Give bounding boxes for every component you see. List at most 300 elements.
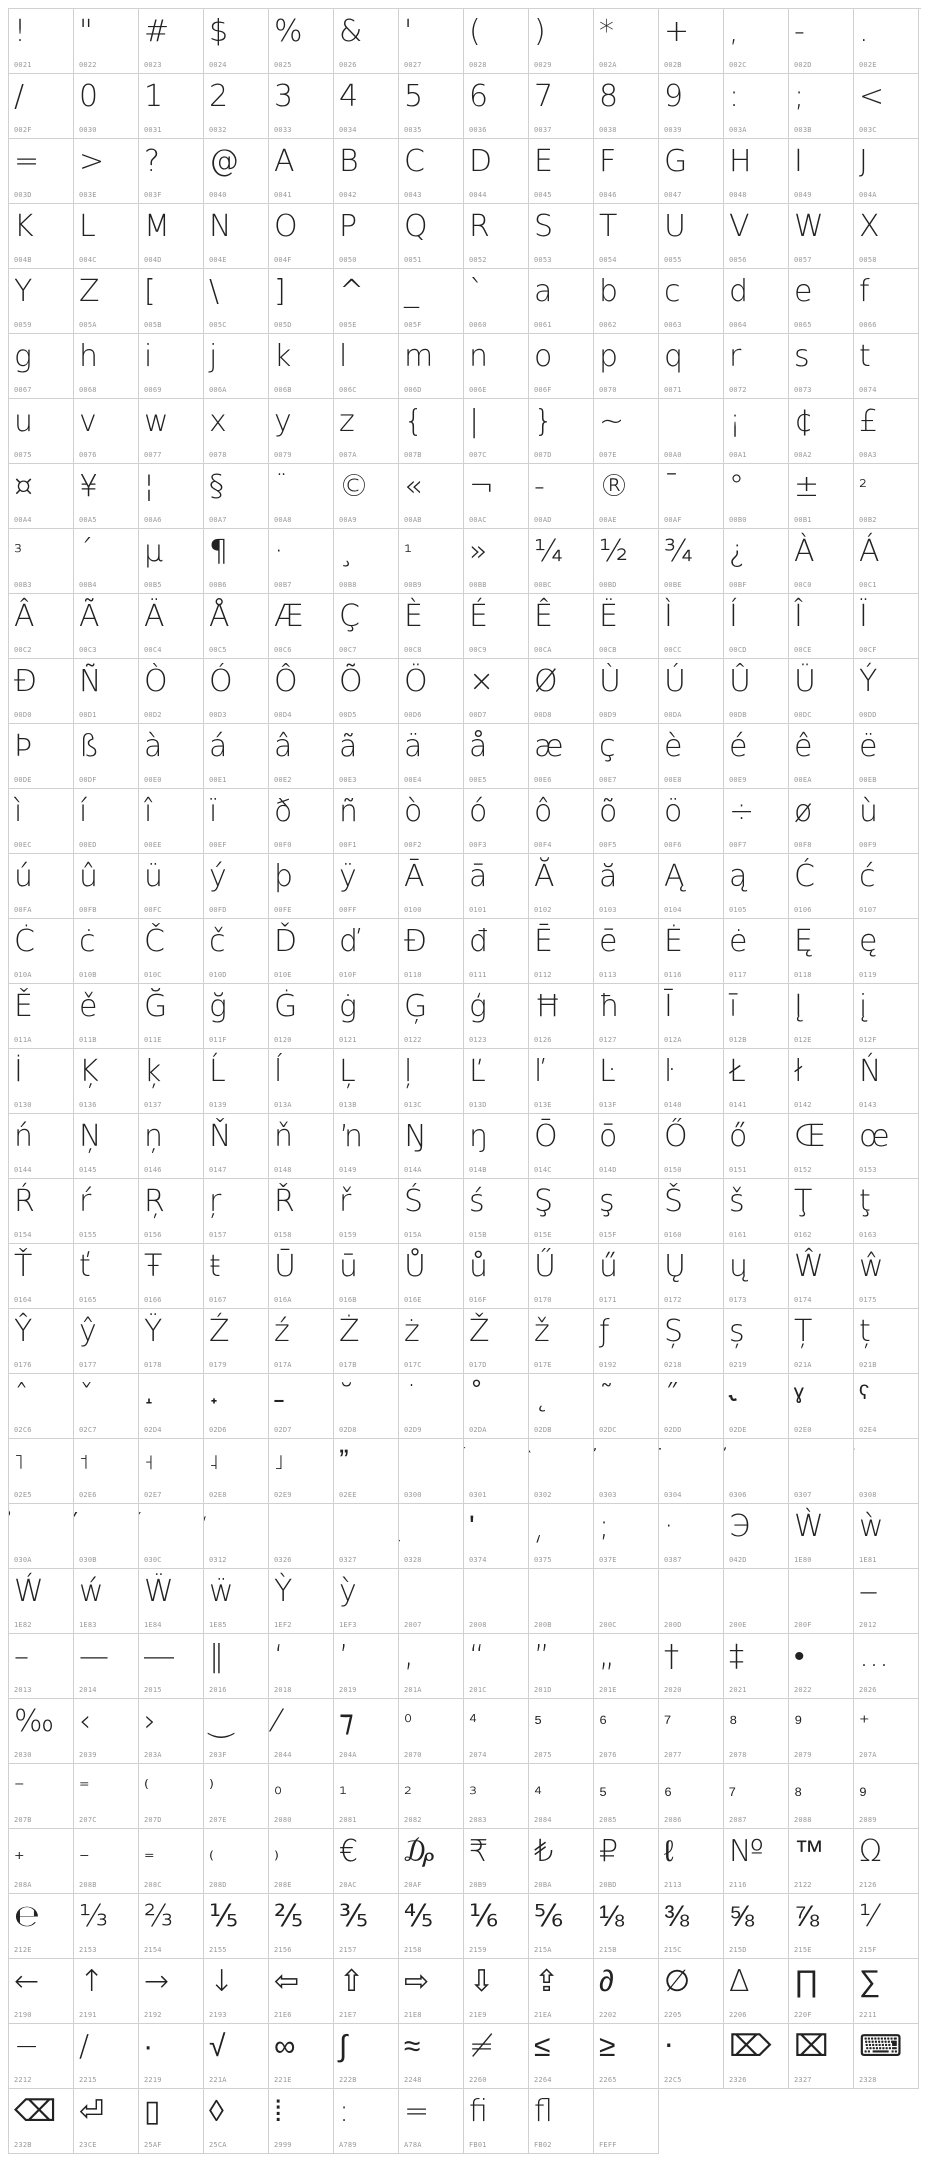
glyph-char: ž (534, 1314, 550, 1349)
glyph-codepoint: 2039 (79, 1751, 97, 1759)
glyph-char: 6 (469, 79, 489, 114)
glyph-cell (789, 1374, 854, 1439)
glyph-codepoint: 00CA (534, 646, 552, 654)
glyph-codepoint: 005A (79, 321, 97, 329)
glyph-char: ÿ (339, 859, 357, 894)
glyph-codepoint: 00C4 (144, 646, 162, 654)
glyph-cell (659, 594, 724, 659)
glyph-codepoint: 00CE (794, 646, 812, 654)
glyph-cell (594, 1114, 659, 1179)
glyph-codepoint: 0121 (339, 1036, 357, 1044)
glyph-codepoint: 0302 (534, 1491, 552, 1499)
glyph-cell (269, 2024, 334, 2089)
glyph-cell (529, 1959, 594, 2024)
glyph-codepoint: 0064 (729, 321, 747, 329)
glyph-codepoint: 2087 (729, 1816, 747, 1824)
glyph-cell (139, 399, 204, 464)
glyph-char: Ŕ (14, 1184, 35, 1219)
glyph-cell (464, 1634, 529, 1699)
glyph-char: ō (599, 1119, 618, 1154)
glyph-cell (854, 724, 919, 789)
glyph-cell (204, 1504, 269, 1569)
glyph-char: ₺ (534, 1834, 554, 1869)
glyph-char: ⁺ (859, 1710, 870, 1734)
glyph-cell (139, 139, 204, 204)
glyph-cell (464, 1374, 529, 1439)
glyph-codepoint: 00E1 (209, 776, 227, 784)
glyph-cell (204, 269, 269, 334)
glyph-codepoint: 00D4 (274, 711, 292, 719)
glyph-cell (854, 1764, 919, 1829)
glyph-cell (659, 1049, 724, 1114)
glyph-char: Ù (599, 664, 621, 699)
glyph-char: ¶ (209, 534, 229, 569)
glyph-codepoint: 00FC (144, 906, 162, 914)
glyph-char: ŗ (209, 1184, 222, 1219)
glyph-codepoint: 00DC (794, 711, 812, 719)
glyph-cell (334, 334, 399, 399)
glyph-cell (464, 1894, 529, 1959)
glyph-char: Ë (599, 599, 618, 634)
glyph-codepoint: 204A (339, 1751, 357, 1759)
glyph-cell (659, 1829, 724, 1894)
glyph-char: ‡ (729, 1639, 744, 1674)
glyph-codepoint: 02D7 (274, 1426, 292, 1434)
glyph-codepoint: 0055 (664, 256, 682, 264)
glyph-char: Î (794, 599, 803, 634)
glyph-char: ▯ (144, 2094, 161, 2129)
glyph-char: ġ (339, 989, 358, 1024)
glyph-codepoint: 003E (79, 191, 97, 199)
glyph-codepoint: 0374 (469, 1556, 487, 1564)
glyph-cell (464, 1569, 529, 1634)
glyph-char: ) (534, 14, 546, 49)
glyph-codepoint: 00A4 (14, 516, 32, 524)
glyph-codepoint: 014B (469, 1166, 487, 1174)
glyph-cell (9, 789, 74, 854)
glyph-codepoint: 2081 (339, 1816, 357, 1824)
glyph-codepoint: 00B2 (859, 516, 877, 524)
glyph-char: Ŷ (14, 1314, 33, 1349)
glyph-char: À (794, 534, 815, 569)
glyph-cell (724, 919, 789, 984)
glyph-cell (724, 1309, 789, 1374)
glyph-cell (269, 659, 334, 724)
glyph-cell (204, 1114, 269, 1179)
glyph-codepoint: 02DE (729, 1426, 747, 1434)
glyph-char: ₋ (79, 1840, 90, 1864)
glyph-char: : (339, 2094, 350, 2129)
glyph-char: ‘ (274, 1639, 284, 1674)
glyph-cell (724, 1439, 789, 1504)
glyph-codepoint: 02DC (599, 1426, 617, 1434)
glyph-codepoint: 207D (144, 1816, 162, 1824)
glyph-cell (594, 139, 659, 204)
glyph-codepoint: 2030 (14, 1751, 32, 1759)
glyph-cell (204, 789, 269, 854)
glyph-char: * (599, 14, 614, 49)
glyph-char: È (404, 599, 423, 634)
glyph-cell (74, 269, 139, 334)
glyph-codepoint: 0312 (209, 1556, 227, 1564)
glyph-cell (139, 1634, 204, 1699)
glyph-cell (594, 1894, 659, 1959)
glyph-char: — (79, 1639, 109, 1674)
glyph-char: Ř (274, 1184, 295, 1219)
glyph-codepoint: 00A7 (209, 516, 227, 524)
glyph-codepoint: 0144 (14, 1166, 32, 1174)
glyph-char: ⁴ (469, 1710, 478, 1734)
glyph-cell (529, 789, 594, 854)
glyph-char: Ț (794, 1314, 813, 1349)
glyph-char: ± (794, 469, 820, 504)
glyph-codepoint: 0052 (469, 256, 487, 264)
glyph-char: ē (599, 924, 618, 959)
glyph-char: ° (729, 469, 744, 504)
glyph-cell (594, 1049, 659, 1114)
glyph-cell (399, 1504, 464, 1569)
glyph-char: Ń (859, 1054, 882, 1089)
glyph-cell (74, 74, 139, 139)
glyph-codepoint: 2084 (534, 1816, 552, 1824)
glyph-char: ƒ (599, 1314, 610, 1349)
glyph-char: î (144, 794, 153, 829)
glyph-cell (269, 854, 334, 919)
glyph-char: ⅝ (729, 1899, 755, 1934)
glyph-cell (854, 1374, 919, 1439)
glyph-char: Â (14, 599, 35, 634)
glyph-cell (399, 854, 464, 919)
glyph-cell (204, 1374, 269, 1439)
glyph-char: ℓ (664, 1834, 674, 1869)
glyph-cell (269, 2089, 334, 2154)
glyph-char: ’ (339, 1639, 349, 1674)
glyph-char: ˝ (664, 1379, 679, 1414)
glyph-codepoint: 00C3 (79, 646, 97, 654)
glyph-cell (529, 1374, 594, 1439)
glyph-cell (334, 269, 399, 334)
glyph-codepoint: 00E2 (274, 776, 292, 784)
glyph-char: ⇪ (534, 1964, 560, 1999)
glyph-codepoint: 00B1 (794, 516, 812, 524)
glyph-char: - (794, 14, 805, 49)
glyph-codepoint: 1EF3 (339, 1621, 357, 1629)
glyph-char: ≈ (404, 2029, 421, 2064)
glyph-codepoint: 0139 (209, 1101, 227, 1109)
glyph-cell (399, 1764, 464, 1829)
glyph-codepoint: 2007 (404, 1621, 422, 1629)
glyph-codepoint: 021A (794, 1361, 812, 1369)
glyph-char: ˨ (209, 1450, 219, 1474)
glyph-cell (399, 1634, 464, 1699)
glyph-char: ∕ (79, 2029, 90, 2064)
glyph-char: ∂ (599, 1964, 614, 1999)
glyph-cell (74, 1634, 139, 1699)
glyph-char: ¡ (729, 404, 742, 439)
glyph-cell (139, 1959, 204, 2024)
glyph-cell (594, 334, 659, 399)
glyph-char: Ņ (79, 1119, 102, 1154)
glyph-char: → (144, 1964, 170, 1999)
glyph-char: ħ (599, 989, 620, 1024)
glyph-char: £ (859, 404, 879, 439)
glyph-cell (139, 724, 204, 789)
glyph-char: ˧ (144, 1450, 154, 1474)
glyph-cell (74, 1829, 139, 1894)
glyph-char: ⁸ (729, 1710, 738, 1734)
glyph-cell (399, 594, 464, 659)
glyph-cell (399, 334, 464, 399)
glyph-codepoint: 2999 (274, 2141, 292, 2149)
glyph-codepoint: 2157 (339, 1946, 357, 1954)
glyph-char: · (664, 1509, 674, 1544)
glyph-cell (789, 724, 854, 789)
glyph-cell (854, 1244, 919, 1309)
glyph-codepoint: 013B (339, 1101, 357, 1109)
glyph-codepoint: 207A (859, 1751, 877, 1759)
glyph-codepoint: 00A9 (339, 516, 357, 524)
glyph-codepoint: 0113 (599, 971, 617, 979)
glyph-codepoint: 0040 (209, 191, 227, 199)
glyph-cell (74, 1764, 139, 1829)
glyph-cell (659, 659, 724, 724)
glyph-char: ŀ (664, 1054, 675, 1089)
glyph-codepoint: 0106 (794, 906, 812, 914)
glyph-codepoint: 0141 (729, 1101, 747, 1109)
glyph-char: œ (859, 1119, 890, 1154)
glyph-codepoint: 0033 (274, 126, 292, 134)
glyph-codepoint: 02E4 (859, 1426, 877, 1434)
glyph-cell (9, 529, 74, 594)
glyph-char: E (534, 144, 553, 179)
glyph-char: ´ (79, 534, 94, 569)
glyph-codepoint: 007E (599, 451, 617, 459)
glyph-char: ć (859, 859, 876, 894)
glyph-char: d (729, 274, 749, 309)
glyph-char: 4 (339, 79, 359, 114)
glyph-codepoint: 20AC (339, 1881, 357, 1889)
glyph-cell (854, 1179, 919, 1244)
glyph-codepoint: 0176 (14, 1361, 32, 1369)
glyph-cell (724, 789, 789, 854)
glyph-char: ⌦ (729, 2029, 772, 2064)
glyph-cell (399, 1114, 464, 1179)
glyph-cell (724, 9, 789, 74)
glyph-codepoint: 0153 (859, 1166, 877, 1174)
glyph-codepoint: FB02 (534, 2141, 552, 2149)
glyph-codepoint: 0050 (339, 256, 357, 264)
glyph-char: ⅙ (469, 1899, 499, 1934)
glyph-cell (724, 1699, 789, 1764)
glyph-cell (74, 1439, 139, 1504)
glyph-codepoint: 0375 (534, 1556, 552, 1564)
glyph-char: ” (534, 1639, 550, 1674)
glyph-codepoint: 02DA (469, 1426, 487, 1434)
glyph-cell (204, 2024, 269, 2089)
glyph-char: W (794, 209, 824, 244)
glyph-cell (269, 1244, 334, 1309)
glyph-codepoint: 2192 (144, 2011, 162, 2019)
glyph-char: = (14, 144, 40, 179)
glyph-codepoint: 010F (339, 971, 357, 979)
glyph-cell (659, 1374, 724, 1439)
glyph-codepoint: 011B (79, 1036, 97, 1044)
glyph-cell (399, 984, 464, 1049)
glyph-codepoint: 00F1 (339, 841, 357, 849)
glyph-cell (269, 1439, 334, 1504)
glyph-char: ⅔ (144, 1899, 174, 1934)
glyph-codepoint: 003F (144, 191, 162, 199)
glyph-cell (854, 1894, 919, 1959)
glyph-cell (464, 9, 529, 74)
glyph-codepoint: 2265 (599, 2076, 617, 2084)
glyph-char: Ô (274, 664, 298, 699)
glyph-codepoint: 0122 (404, 1036, 422, 1044)
glyph-char: Ω (859, 1834, 882, 1869)
glyph-codepoint: 200B (534, 1621, 552, 1629)
glyph-char: v (79, 404, 97, 439)
glyph-codepoint: 002E (859, 61, 877, 69)
glyph-char: Č (144, 924, 165, 959)
glyph-codepoint: 00D0 (14, 711, 32, 719)
glyph-char: ' (404, 14, 413, 49)
glyph-cell (269, 1569, 334, 1634)
glyph-codepoint: 004E (209, 256, 227, 264)
glyph-char: } (534, 404, 554, 439)
glyph-codepoint: 00E5 (469, 776, 487, 784)
glyph-codepoint: 00F6 (664, 841, 682, 849)
glyph-cell (659, 334, 724, 399)
glyph-char: i (144, 339, 153, 374)
glyph-char: Ü (794, 664, 816, 699)
glyph-codepoint: 201E (599, 1686, 617, 1694)
glyph-char: " (79, 14, 93, 49)
glyph-codepoint: 00E9 (729, 776, 747, 784)
glyph-codepoint: 2019 (339, 1686, 357, 1694)
glyph-codepoint: 0127 (599, 1036, 617, 1044)
glyph-codepoint: 2022 (794, 1686, 812, 1694)
glyph-char: $ (209, 14, 229, 49)
glyph-char: Ů (404, 1249, 426, 1284)
glyph-cell (399, 919, 464, 984)
glyph-codepoint: 0171 (599, 1296, 617, 1304)
glyph-cell (789, 1049, 854, 1114)
glyph-char: ⇦ (274, 1964, 300, 1999)
glyph-cell (334, 1439, 399, 1504)
glyph-codepoint: 0177 (79, 1361, 97, 1369)
glyph-codepoint: 2215 (79, 2076, 97, 2084)
glyph-cell (399, 724, 464, 789)
glyph-char: Ć (794, 859, 815, 894)
glyph-cell (9, 1569, 74, 1634)
glyph-codepoint: 00DA (664, 711, 682, 719)
glyph-cell (659, 9, 724, 74)
glyph-char: ¾ (664, 534, 694, 569)
glyph-cell (269, 1504, 334, 1569)
glyph-codepoint: 215B (599, 1946, 617, 1954)
glyph-codepoint: 0048 (729, 191, 747, 199)
glyph-cell (399, 1374, 464, 1439)
glyph-char: ď (339, 924, 359, 959)
glyph-codepoint: 2156 (274, 1946, 292, 1954)
glyph-cell (269, 789, 334, 854)
glyph-char: Ú (664, 664, 686, 699)
glyph-cell (724, 1049, 789, 1114)
glyph-char: ¬ (469, 469, 495, 504)
glyph-char: B (339, 144, 359, 179)
glyph-char: - (534, 469, 545, 504)
glyph-cell (529, 984, 594, 1049)
glyph-cell (529, 1894, 594, 1959)
glyph-char: Ĺ (209, 1054, 226, 1089)
glyph-codepoint: 0041 (274, 191, 292, 199)
glyph-codepoint: 00E6 (534, 776, 552, 784)
glyph-codepoint: 007A (339, 451, 357, 459)
glyph-char: Œ (794, 1119, 827, 1154)
glyph-cell (334, 594, 399, 659)
glyph-cell (659, 789, 724, 854)
glyph-cell (334, 1959, 399, 2024)
glyph-codepoint: 00EE (144, 841, 162, 849)
glyph-codepoint: 0307 (794, 1491, 812, 1499)
glyph-cell (269, 139, 334, 204)
glyph-cell (464, 724, 529, 789)
glyph-codepoint: 0049 (794, 191, 812, 199)
glyph-codepoint: 015A (404, 1231, 422, 1239)
glyph-codepoint: 00E3 (339, 776, 357, 784)
glyph-cell (204, 1894, 269, 1959)
glyph-char: č (209, 924, 226, 959)
glyph-codepoint: 0107 (859, 906, 877, 914)
glyph-cell (659, 269, 724, 334)
glyph-char: Ţ (794, 1184, 813, 1219)
glyph-codepoint: 23CE (79, 2141, 97, 2149)
glyph-codepoint: 00F5 (599, 841, 617, 849)
glyph-char: ţ (859, 1184, 871, 1219)
glyph-codepoint: 2212 (14, 2076, 32, 2084)
glyph-codepoint: 014D (599, 1166, 617, 1174)
glyph-codepoint: 00F9 (859, 841, 877, 849)
glyph-char: ] (274, 274, 286, 309)
glyph-char: z (339, 404, 355, 439)
glyph-char: ĺ (274, 1054, 283, 1089)
glyph-codepoint: 00D3 (209, 711, 227, 719)
glyph-char: ˥ (14, 1450, 24, 1474)
glyph-char: Ď (274, 924, 298, 959)
glyph-codepoint: 016F (469, 1296, 487, 1304)
glyph-codepoint: 00C9 (469, 646, 487, 654)
glyph-cell (464, 1504, 529, 1569)
glyph-codepoint: 00B9 (404, 581, 422, 589)
glyph-cell (269, 1179, 334, 1244)
glyph-char: ö (664, 794, 683, 829)
glyph-codepoint: 0101 (469, 906, 487, 914)
glyph-cell (594, 724, 659, 789)
glyph-codepoint: 2260 (469, 2076, 487, 2084)
glyph-char: ğ (209, 989, 228, 1024)
glyph-codepoint: 004B (14, 256, 32, 264)
glyph-cell (789, 9, 854, 74)
glyph-char: Ð (14, 664, 38, 699)
glyph-cell (854, 9, 919, 74)
glyph-cell (659, 1504, 724, 1569)
glyph-codepoint: 0062 (599, 321, 617, 329)
glyph-cell (659, 1699, 724, 1764)
glyph-codepoint: 010E (274, 971, 292, 979)
glyph-codepoint: 00A2 (794, 451, 812, 459)
glyph-codepoint: 215D (729, 1946, 747, 1954)
glyph-codepoint: 030A (14, 1556, 32, 1564)
